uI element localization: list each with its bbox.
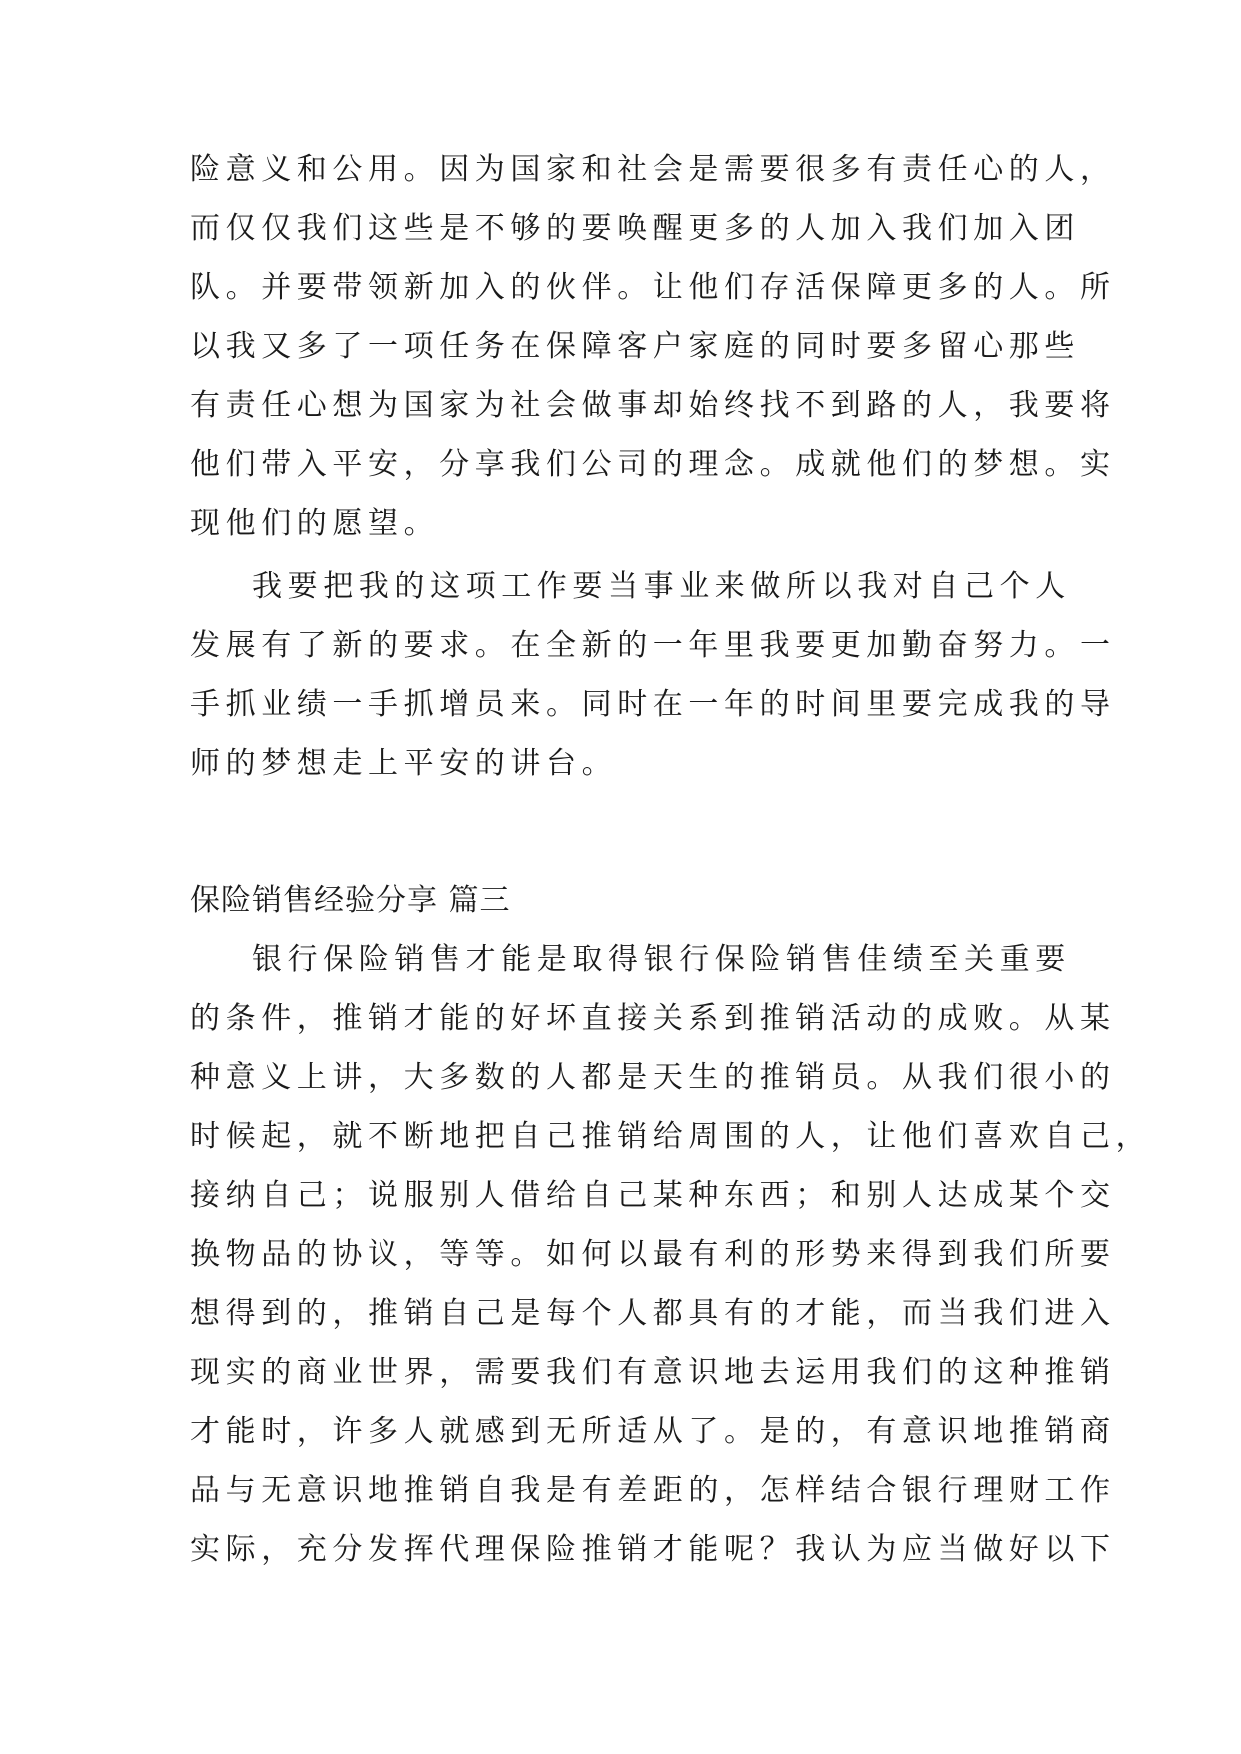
paragraph-3-line: 时候起，就不断地把自己推销给周围的人，让他们喜欢自己， [190,1119,1152,1154]
paragraph-1-line: 险意义和公用。因为国家和社会是需要很多有责任心的人， [190,152,1116,187]
paragraph-1-line: 队。并要带领新加入的伙伴。让他们存活保障更多的人。所 [190,270,1116,305]
paragraph-1-line: 而仅仅我们这些是不够的要唤醒更多的人加入我们加入团 [190,211,1080,246]
paragraph-3-line: 想得到的，推销自己是每个人都具有的才能，而当我们进入 [190,1296,1116,1331]
paragraph-3-line: 才能时，许多人就感到无所适从了。是的，有意识地推销商 [190,1414,1116,1449]
paragraph-3-line: 银行保险销售才能是取得银行保险销售佳绩至关重要 [252,942,1071,977]
section-heading: 保险销售经验分享 篇三 [190,883,511,918]
paragraph-1-line: 以我又多了一项任务在保障客户家庭的同时要多留心那些 [190,329,1080,364]
paragraph-2-line: 我要把我的这项工作要当事业来做所以我对自己个人 [252,569,1071,604]
paragraph-3-line: 种意义上讲，大多数的人都是天生的推销员。从我们很小的 [190,1060,1116,1095]
paragraph-1-line: 有责任心想为国家为社会做事却始终找不到路的人，我要将 [190,388,1116,423]
paragraph-3-line: 的条件，推销才能的好坏直接关系到推销活动的成败。从某 [190,1001,1116,1036]
paragraph-2-line: 手抓业绩一手抓增员来。同时在一年的时间里要完成我的导 [190,687,1116,722]
paragraph-2-line: 发展有了新的要求。在全新的一年里我要更加勤奋努力。一 [190,628,1116,663]
paragraph-3-line: 现实的商业世界，需要我们有意识地去运用我们的这种推销 [190,1355,1116,1390]
paragraph-1-line: 他们带入平安，分享我们公司的理念。成就他们的梦想。实 [190,447,1116,482]
paragraph-3-line: 接纳自己；说服别人借给自己某种东西；和别人达成某个交 [190,1178,1116,1213]
paragraph-2-line: 师的梦想走上平安的讲台。 [190,746,618,781]
paragraph-3-line: 品与无意识地推销自我是有差距的，怎样结合银行理财工作 [190,1473,1116,1508]
paragraph-1-line: 现他们的愿望。 [190,506,440,541]
paragraph-3-line: 换物品的协议，等等。如何以最有利的形势来得到我们所要 [190,1237,1116,1272]
paragraph-3-line: 实际，充分发挥代理保险推销才能呢？我认为应当做好以下 [190,1532,1116,1567]
